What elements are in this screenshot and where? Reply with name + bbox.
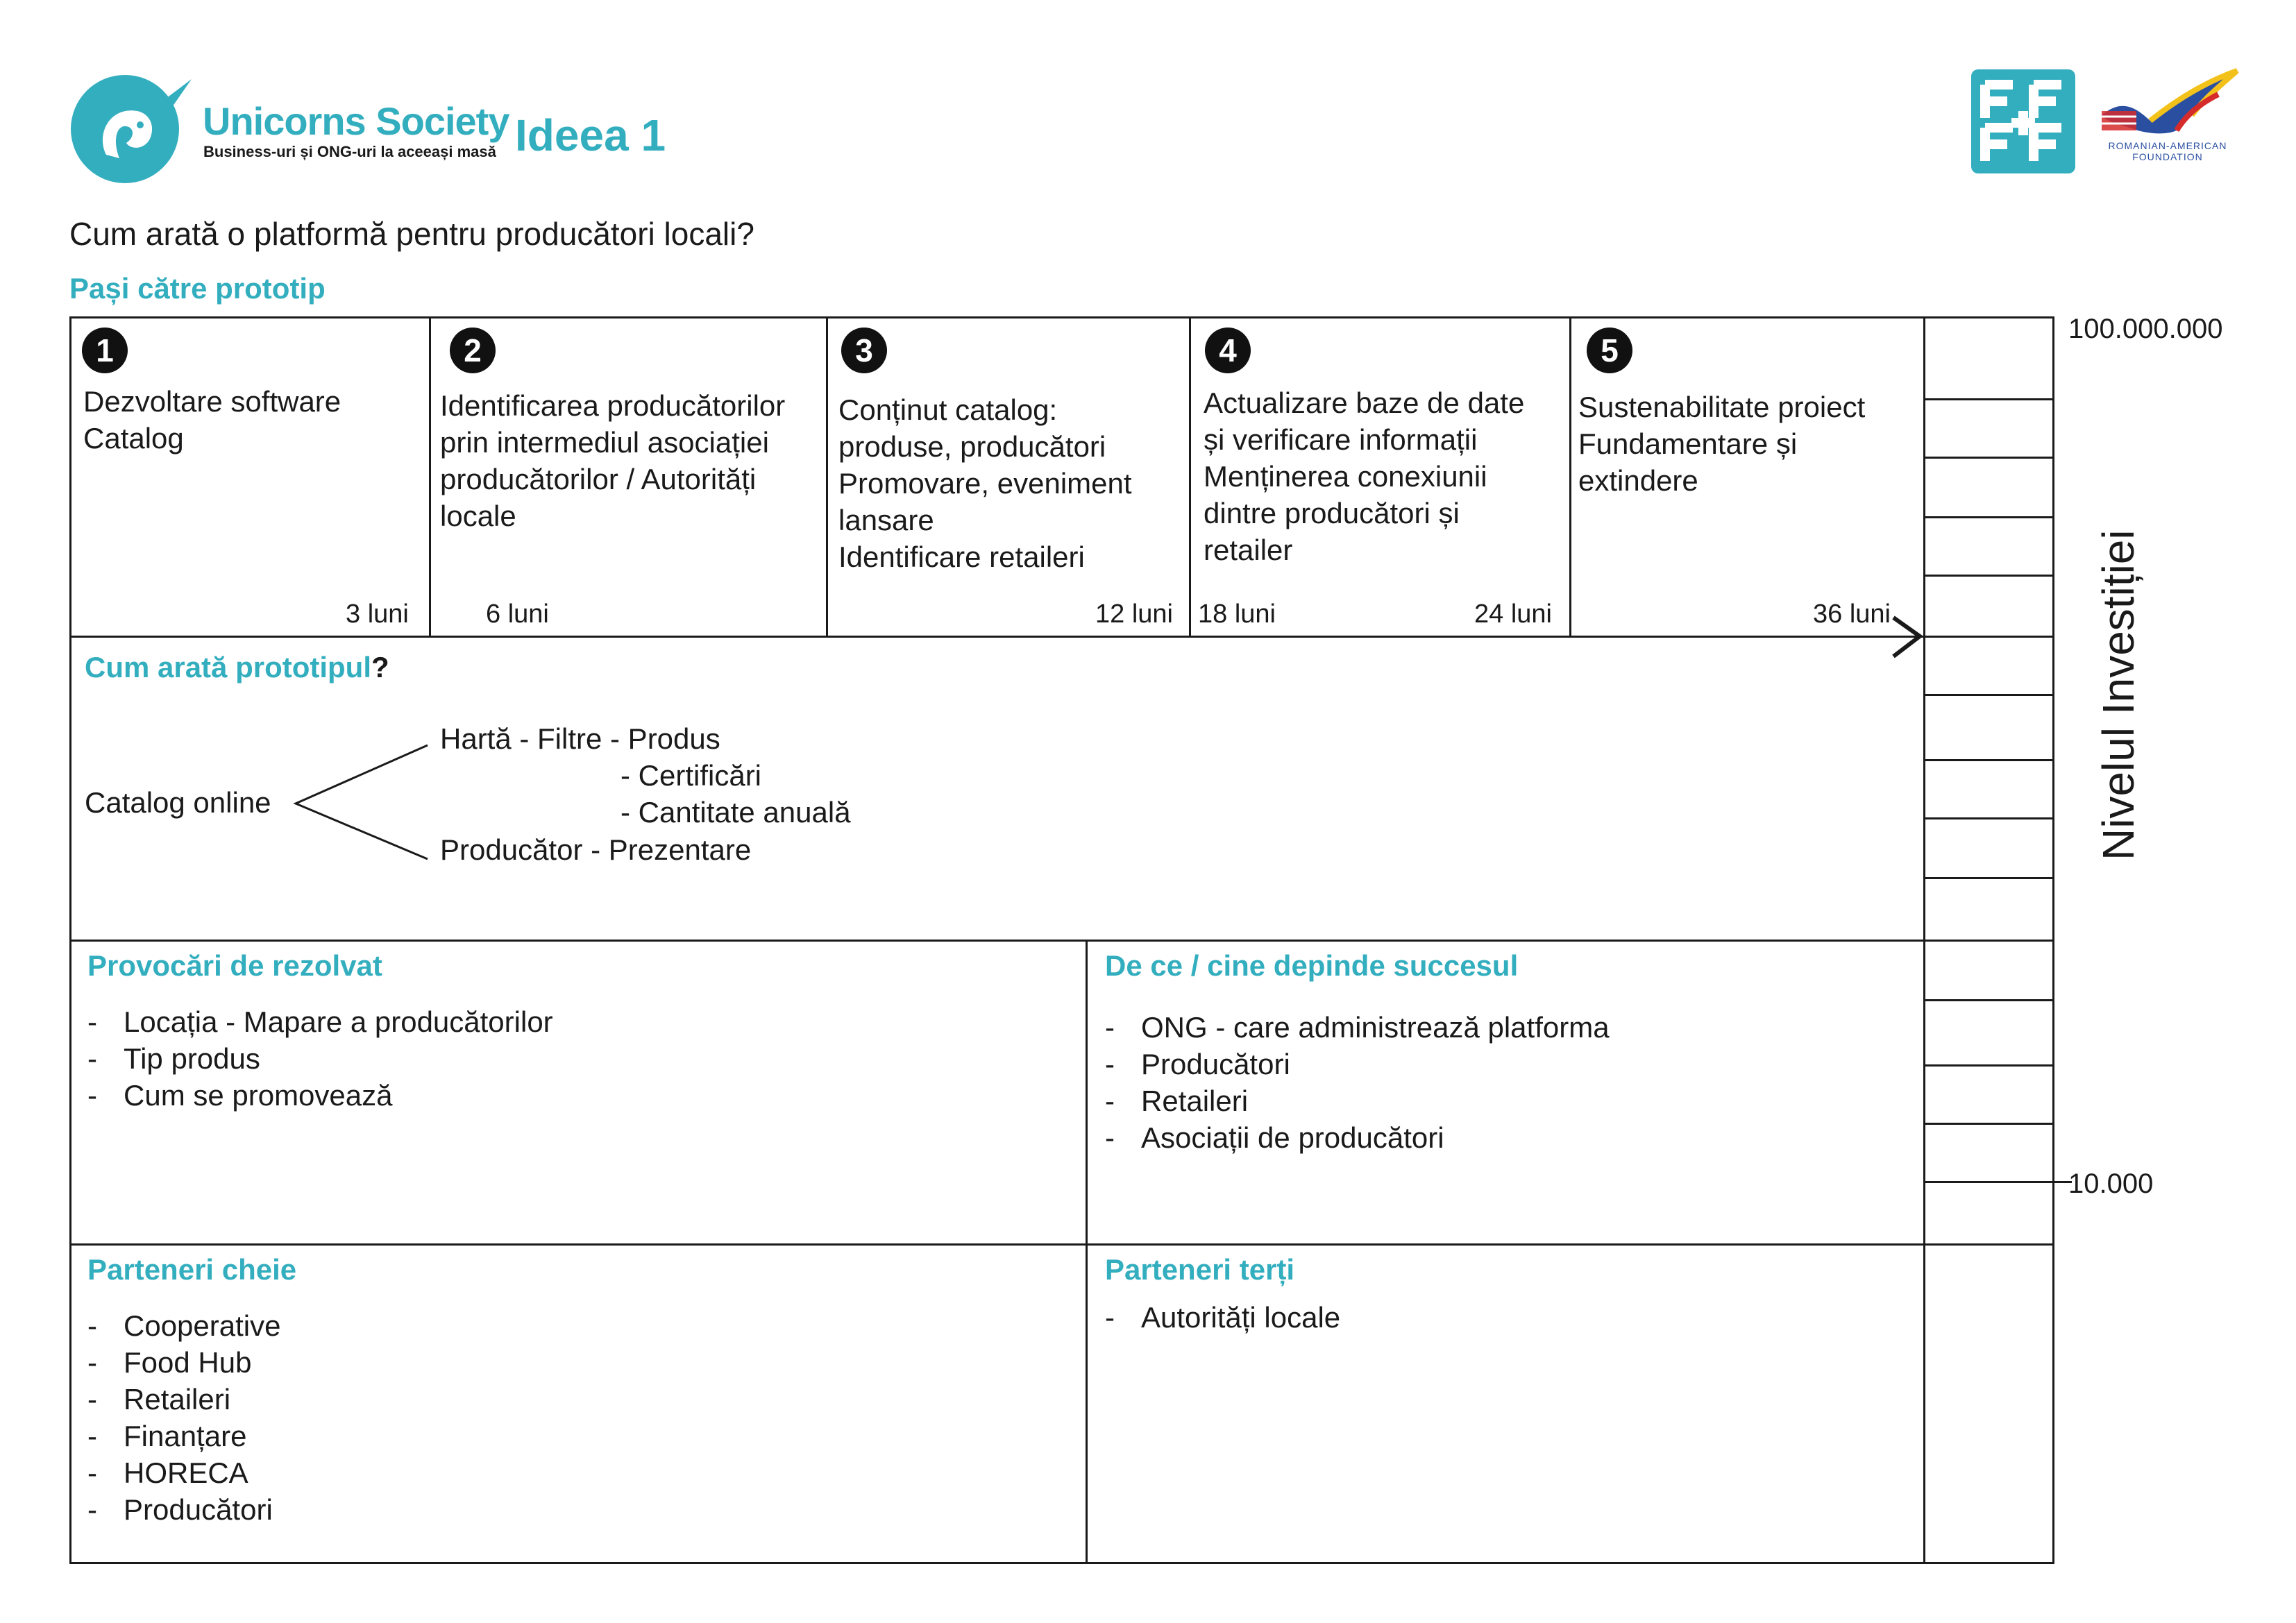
scale-tick [1923, 817, 2054, 819]
step-line: Fundamentare și [1578, 427, 1798, 460]
step-4-duration-start: 18 luni [1198, 600, 1276, 629]
success-list [1105, 1009, 1610, 1156]
steps-heading: Pași către prototip [69, 272, 326, 305]
step-line: locale [440, 500, 516, 532]
step-line: prin intermediul asociației [440, 426, 769, 459]
grid-divider-prototype [69, 940, 2054, 942]
prototype-branch-certificates: - Certificări [621, 759, 762, 792]
prototype-branch-producer: Producător - Prezentare [440, 833, 752, 866]
main-question: Cum arată o platformă pentru producători locali? [69, 216, 754, 252]
list-item: - Asociații de producători [1105, 1121, 1444, 1154]
prototype-title-text: Cum arată prototipul [85, 651, 372, 683]
scale-tick [1923, 1181, 2072, 1183]
prototype-title-mark: ? [371, 651, 389, 683]
step-line: producătorilor / Autorități [440, 463, 757, 495]
step-2-number-badge: 2 [450, 328, 496, 373]
step-4-number-badge: 4 [1205, 328, 1251, 373]
key-partners-list [87, 1307, 280, 1528]
fff-grid-icon [1971, 69, 2075, 173]
step-line: retailer [1204, 534, 1293, 566]
step-line: Sustenabilitate proiect [1578, 391, 1866, 423]
success-title: De ce / cine depinde succesul [1105, 949, 1519, 982]
key-partners-title: Parteneri cheie [87, 1253, 297, 1286]
list-item: - Locația - Mapare a producătorilor [87, 1005, 553, 1038]
step-divider-2 [826, 316, 828, 637]
list-item: - Retaileri [87, 1383, 231, 1416]
step-1-number-badge: 1 [82, 328, 128, 373]
step-line: Catalog [83, 422, 184, 454]
step-3-number-badge: 3 [841, 328, 887, 373]
step-line: lansare [838, 504, 934, 536]
step-1-duration: 3 luni [346, 600, 409, 629]
scale-tick [1923, 877, 2054, 879]
step-line: Identificare retaileri [838, 541, 1085, 573]
step-line: extindere [1578, 464, 1698, 497]
scale-tick [1923, 1064, 2054, 1067]
brand-tagline: Business-uri și ONG-uri la aceeași masă [203, 143, 496, 160]
list-item: - Producători [1105, 1048, 1290, 1080]
bottom-column-divider [1086, 940, 1088, 1564]
step-line: Dezvoltare software [83, 385, 341, 418]
step-line: Conținut catalog: [838, 393, 1058, 426]
scale-tick [1923, 516, 2054, 518]
step-line: Promovare, eveniment [838, 467, 1132, 500]
list-item: - Tip produs [87, 1042, 260, 1075]
grid-divider-partners [69, 1243, 2054, 1246]
step-line: dintre producători și [1204, 497, 1460, 529]
step-5-duration: 36 luni [1813, 600, 1891, 629]
list-item: - Producători [87, 1493, 273, 1526]
list-item: - Cum se promovează [87, 1079, 393, 1112]
step-2-description [440, 387, 785, 534]
step-2-duration: 6 luni [486, 600, 549, 629]
list-item: - HORECA [87, 1456, 248, 1489]
step-4-duration-end: 24 luni [1474, 600, 1552, 629]
prototype-branch-quantity: - Cantitate anuală [621, 796, 851, 829]
step-3-description [838, 391, 1132, 575]
step-line: și verificare informații [1204, 423, 1478, 456]
step-5-number-badge: 5 [1587, 328, 1632, 373]
list-item: - ONG - care administrează platforma [1105, 1011, 1610, 1044]
fff-logo [1971, 69, 2075, 173]
investment-min-label: 10.000 [2068, 1169, 2154, 1199]
scale-tick [1923, 636, 2054, 638]
list-item: - Retaileri [1105, 1085, 1249, 1117]
investment-column-divider [1923, 316, 1925, 1564]
list-item: - Cooperative [87, 1309, 281, 1342]
scale-tick [1923, 694, 2054, 696]
scale-tick [1923, 398, 2054, 400]
scale-tick [1923, 1123, 2054, 1125]
step-line: produse, producători [838, 430, 1106, 463]
prototype-root-label: Catalog online [85, 786, 271, 819]
scale-tick [1923, 575, 2054, 577]
scale-tick [1923, 999, 2054, 1001]
step-divider-4 [1569, 316, 1571, 637]
investment-max-label: 100.000.000 [2068, 314, 2223, 344]
scale-tick [1923, 759, 2054, 761]
unicorn-icon [68, 68, 193, 186]
list-item: - Finanțare [87, 1420, 247, 1452]
list-item: - Autorități locale [1105, 1301, 1341, 1334]
prototype-branch-map: Hartă - Filtre - Produs [440, 722, 720, 755]
step-line: Menținerea conexiunii [1204, 460, 1487, 493]
step-divider-1 [429, 316, 431, 637]
third-partners-list [1105, 1299, 1340, 1336]
step-4-description [1204, 384, 1524, 568]
step-divider-3 [1189, 316, 1191, 637]
prototype-title [85, 651, 389, 684]
grid-divider-steps [69, 636, 1989, 638]
timeline-arrow-icon [1888, 615, 1930, 659]
prototype-branch-lines [292, 742, 437, 860]
step-5-description [1578, 389, 1865, 499]
brand-name: Unicorns Society [203, 99, 509, 143]
rAF-logo-text: ROMANIAN-AMERICAN FOUNDATION [2108, 140, 2227, 162]
scale-tick [1923, 457, 2054, 459]
step-1-description [83, 383, 341, 457]
list-item: - Food Hub [87, 1346, 252, 1379]
challenges-title: Provocări de rezolvat [87, 949, 382, 982]
unicorns-society-logo [68, 68, 193, 186]
idea-title: Ideea 1 [515, 110, 666, 160]
investment-axis-label: Nivelul Investiției [2093, 529, 2143, 860]
step-line: Identificarea producătorilor [440, 389, 786, 422]
third-partners-title: Parteneri terți [1105, 1253, 1295, 1286]
step-3-duration: 12 luni [1095, 600, 1173, 629]
step-line: Actualizare baze de date [1204, 386, 1525, 419]
challenges-list [87, 1003, 553, 1114]
